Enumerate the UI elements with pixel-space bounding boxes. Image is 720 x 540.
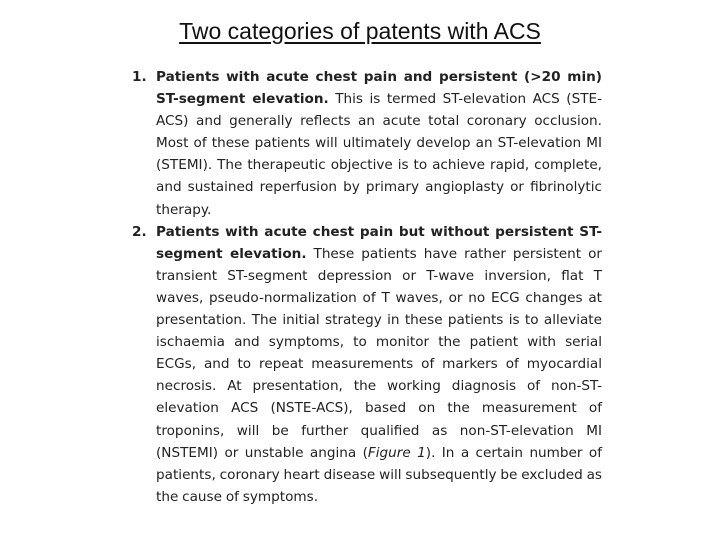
list-item-2: [132, 221, 602, 508]
list-item-body: [156, 66, 602, 221]
list-item-body: [156, 221, 602, 508]
slide-title: [0, 18, 720, 45]
list-item-1: [132, 66, 602, 221]
list-item-text: This is termed ST-elevation ACS (STE-ACS) and generally reflects an acute total coronary occlusion. Most of these patients will ultimately develop an ST-elevation MI (STEMI). The therapeutic objective is to achieve rapid, complete, and sustained reperfusion by primary angioplasty or fibrinolytic therapy.: [156, 91, 602, 218]
list-item-number: 1.: [132, 69, 147, 85]
list-item-heading: Patients with acute chest pain and persistent (>20 min) ST-segment elevation.: [156, 69, 602, 108]
list-item-heading: Patients with acute chest pain but without persistent ST-segment elevation.: [156, 223, 602, 262]
figure-reference: Figure 1: [367, 444, 426, 461]
list-item-text: These patients have rather persistent or transient ST-segment depression or T-wave inversion, flat T waves, pseudo-normalization of T waves, or no ECG changes at presentation. The initial strategy in these patients is to alleviate ischaemia and symptoms, to monitor the patient with serial ECGs, and to repeat measurements of markers of myocardial necrosis. At presentation, the working diagnosis of non-ST-elevation ACS (NSTE-ACS), based on the measurement of troponins, will be further qualified as non-ST-elevation MI (NSTEMI) or unstable angina (: [156, 245, 602, 461]
list-item-text-end: ). In a certain number of patients, coronary heart disease will subsequently be excluded as the cause of symptoms.: [156, 444, 602, 505]
slide-title-text: Two categories of patents with ACS: [179, 18, 541, 44]
list-item-number: 2.: [132, 223, 147, 240]
document-body: [132, 66, 602, 508]
